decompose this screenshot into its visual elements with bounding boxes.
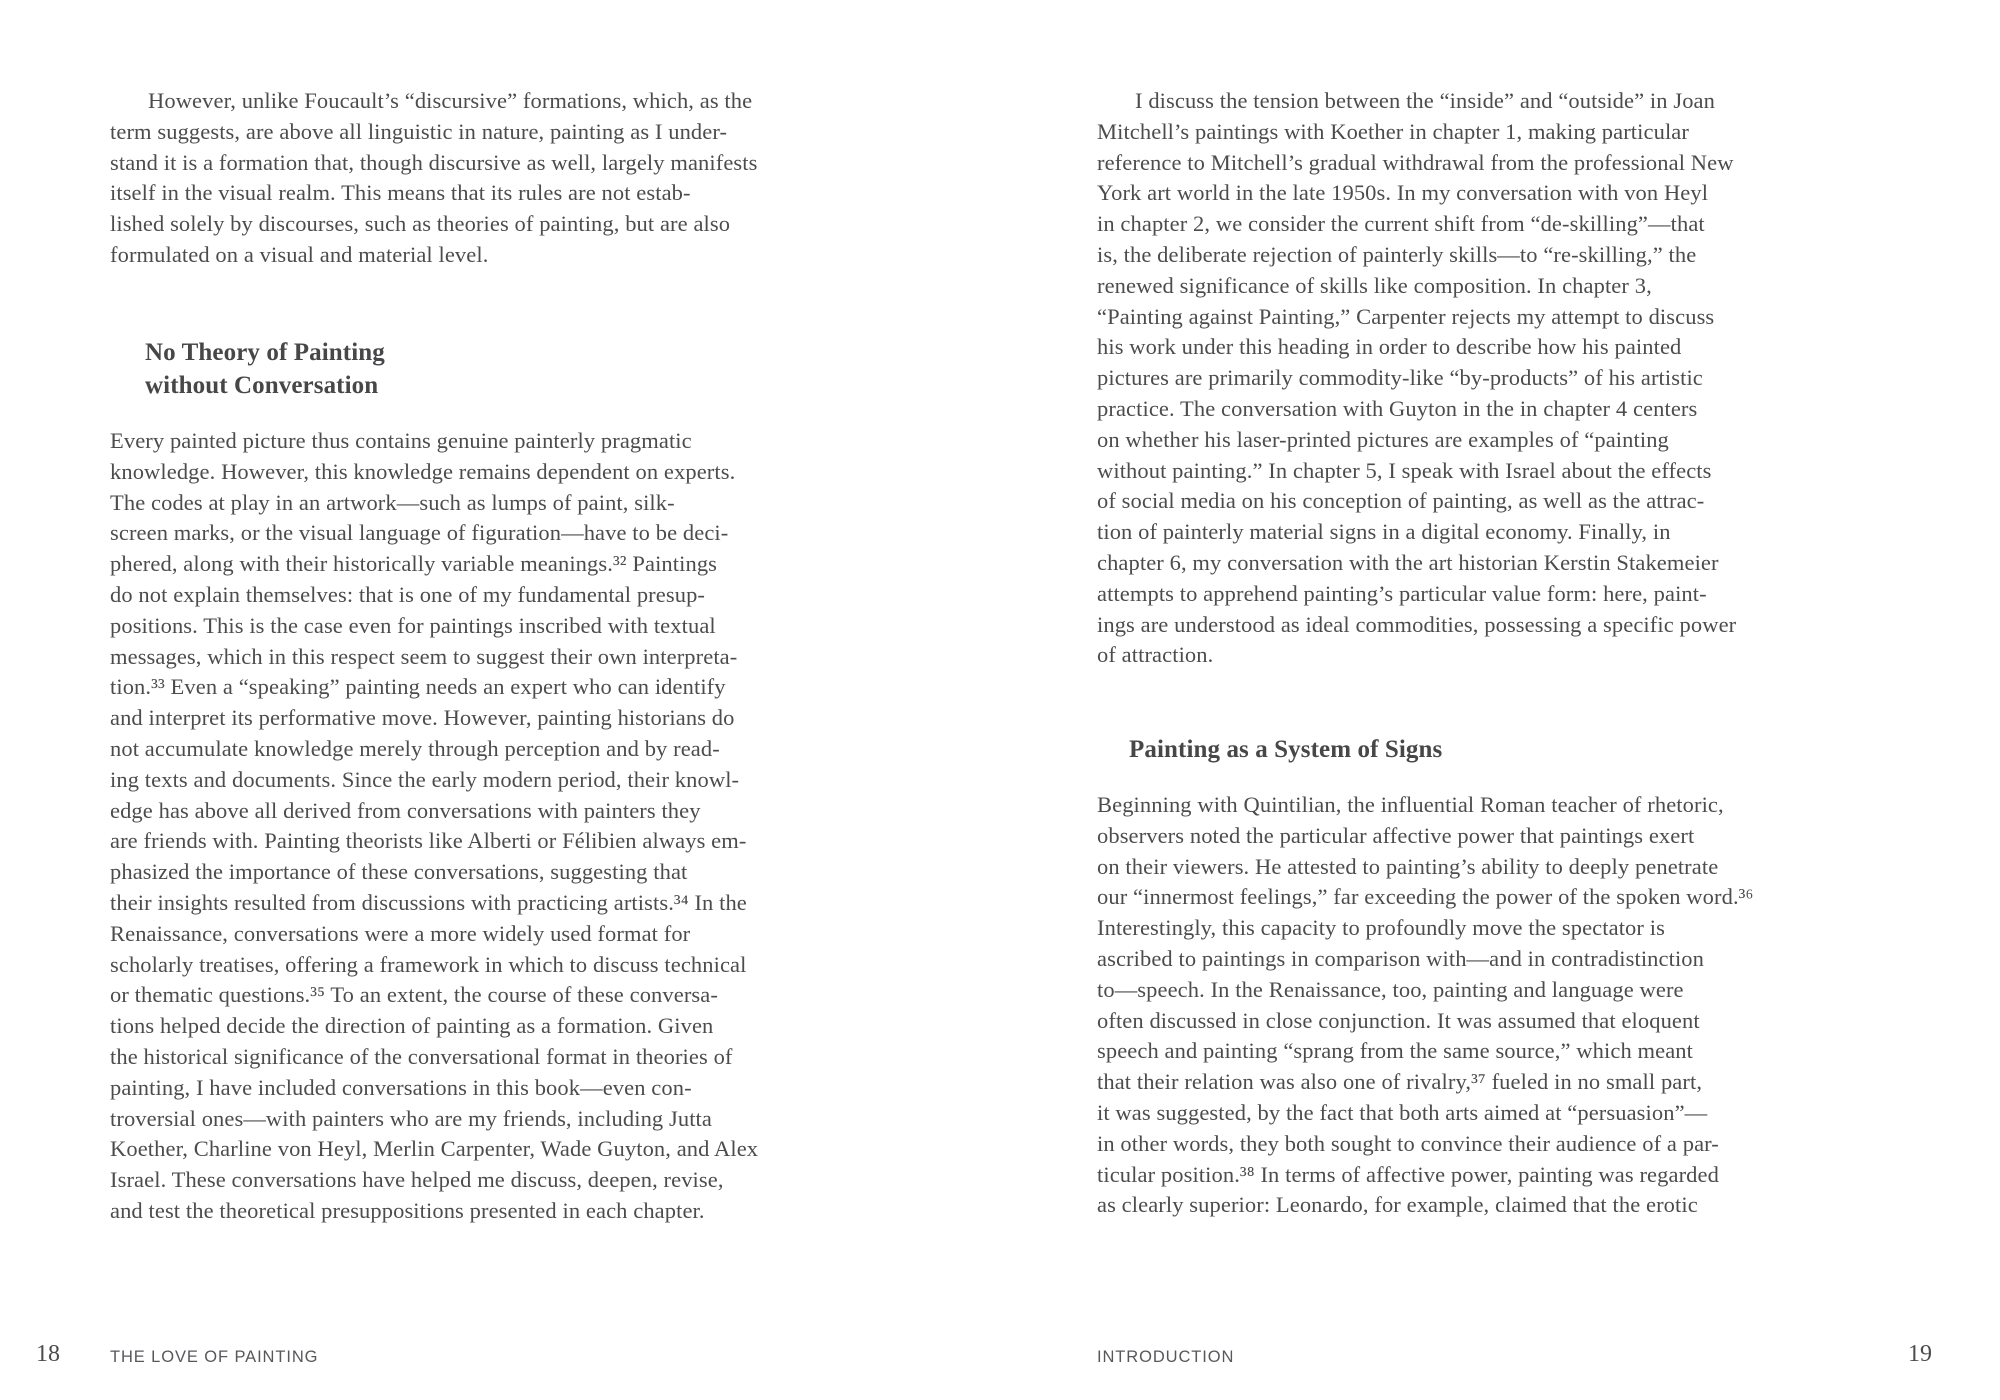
- text-line: screen marks, or the visual language of figuration—have to be deci-: [110, 520, 729, 546]
- text-line: as clearly superior: Leonardo, for example, claimed that the erotic: [1097, 1192, 1698, 1218]
- left-running-title: THE LOVE OF PAINTING: [110, 1348, 319, 1366]
- text-line: speech and painting “sprang from the same source,” which meant: [1097, 1038, 1693, 1064]
- text-line: formulated on a visual and material level.: [110, 241, 489, 267]
- text-line: ing texts and documents. Since the early modern period, their knowl-: [110, 766, 740, 792]
- text-line: Interestingly, this capacity to profoundly move the spectator is: [1097, 915, 1665, 941]
- text-line: scholarly treatises, offering a framework in which to discuss technical: [110, 951, 747, 977]
- text-line: their insights resulted from discussions with practicing artists.³⁴ In the: [110, 889, 747, 915]
- text-line: and test the theoretical presuppositions presented in each chapter.: [110, 1197, 705, 1223]
- text-line: on whether his laser-printed pictures are examples of “painting: [1097, 426, 1669, 452]
- text-line: pictures are primarily commodity-like “by-products” of his artistic: [1097, 365, 1703, 391]
- right-running-title: INTRODUCTION: [1097, 1348, 1235, 1366]
- text-line: chapter 6, my conversation with the art historian Kerstin Stakemeier: [1097, 549, 1719, 575]
- text-line: messages, which in this respect seem to suggest their own interpreta-: [110, 643, 738, 669]
- text-line: or thematic questions.³⁵ To an extent, the course of these conversa-: [110, 982, 718, 1008]
- text-line: edge has above all derived from conversations with painters they: [110, 797, 701, 823]
- text-line: are friends with. Painting theorists like Alberti or Félibien always em-: [110, 828, 747, 854]
- text-line: of attraction.: [1097, 642, 1214, 668]
- text-line: tions helped decide the direction of painting as a formation. Given: [110, 1013, 714, 1039]
- text-line: not accumulate knowledge merely through perception and by read-: [110, 735, 720, 761]
- text-line: Mitchell’s paintings with Koether in chapter 1, making particular: [1097, 118, 1689, 144]
- right-page-number: 19: [1908, 1341, 1932, 1367]
- text-line: to—speech. In the Renaissance, too, painting and language were: [1097, 976, 1684, 1002]
- text-line: ascribed to paintings in comparison with—and in contradistinction: [1097, 945, 1705, 971]
- left-page-number: 18: [36, 1341, 60, 1367]
- text-line: without painting.” In chapter 5, I speak with Israel about the effects: [1097, 457, 1712, 483]
- text-line: renewed significance of skills like composition. In chapter 3,: [1097, 272, 1652, 298]
- text-line: on their viewers. He attested to painting’s ability to deeply penetrate: [1097, 853, 1719, 879]
- right-page-paragraph-1: [1097, 86, 1897, 671]
- text-line: York art world in the late 1950s. In my conversation with von Heyl: [1097, 180, 1709, 206]
- text-line: phered, along with their historically variable meanings.³² Paintings: [110, 551, 718, 577]
- left-page-section-heading: [110, 336, 385, 402]
- text-line: attempts to apprehend painting’s particular value form: here, paint-: [1097, 580, 1707, 606]
- right-page-section-heading: [1097, 733, 1897, 766]
- text-line: “Painting against Painting,” Carpenter rejects my attempt to discuss: [1097, 303, 1715, 329]
- left-page-paragraph-1: [110, 86, 910, 271]
- text-line: reference to Mitchell’s gradual withdrawal from the professional New: [1097, 149, 1734, 175]
- text-line: observers noted the particular affective power that paintings exert: [1097, 822, 1695, 848]
- text-line: No Theory of Painting: [145, 339, 385, 366]
- text-line: troversial ones—with painters who are my friends, including Jutta: [110, 1105, 712, 1131]
- text-line: Beginning with Quintilian, the influential Roman teacher of rhetoric,: [1097, 792, 1724, 817]
- text-line: itself in the visual realm. This means that its rules are not estab-: [110, 180, 691, 206]
- text-line: the historical significance of the conversational format in theories of: [110, 1043, 733, 1069]
- text-line: positions. This is the case even for paintings inscribed with textual: [110, 612, 716, 638]
- text-line: Painting as a System of Signs: [1129, 736, 1443, 763]
- text-line: The codes at play in an artwork—such as lumps of paint, silk-: [110, 489, 675, 515]
- text-line: ticular position.³⁸ In terms of affective power, painting was regarded: [1097, 1161, 1719, 1187]
- text-line: often discussed in close conjunction. It was assumed that eloquent: [1097, 1007, 1700, 1033]
- text-line: knowledge. However, this knowledge remains dependent on experts.: [110, 458, 736, 484]
- right-page-paragraph-2: [1097, 790, 1897, 1221]
- text-line: stand it is a formation that, though discursive as well, largely manifests: [110, 149, 758, 175]
- left-page-paragraph-2: [110, 426, 910, 1227]
- text-line: However, unlike Foucault’s “discursive” formations, which, as the: [148, 88, 753, 113]
- text-line: that their relation was also one of rivalry,³⁷ fueled in no small part,: [1097, 1069, 1703, 1095]
- text-line: phasized the importance of these conversations, suggesting that: [110, 859, 688, 885]
- text-line: without Conversation: [145, 372, 379, 399]
- text-line: Renaissance, conversations were a more widely used format for: [110, 920, 691, 946]
- text-line: tion of painterly material signs in a digital economy. Finally, in: [1097, 519, 1671, 545]
- text-line: in chapter 2, we consider the current shift from “de-skilling”—that: [1097, 211, 1705, 237]
- text-line: Israel. These conversations have helped me discuss, deepen, revise,: [110, 1167, 724, 1193]
- text-line: Every painted picture thus contains genuine painterly pragmatic: [110, 428, 692, 453]
- text-line: Koether, Charline von Heyl, Merlin Carpenter, Wade Guyton, and Alex: [110, 1136, 759, 1162]
- text-line: of social media on his conception of painting, as well as the attrac-: [1097, 488, 1705, 514]
- text-line: it was suggested, by the fact that both arts aimed at “persuasion”—: [1097, 1099, 1708, 1125]
- text-line: in other words, they both sought to convince their audience of a par-: [1097, 1130, 1719, 1156]
- text-line: our “innermost feelings,” far exceeding the power of the spoken word.³⁶: [1097, 884, 1754, 910]
- text-line: and interpret its performative move. However, painting historians do: [110, 705, 735, 731]
- text-line: painting, I have included conversations in this book—even con-: [110, 1074, 692, 1100]
- text-line: is, the deliberate rejection of painterly skills—to “re-skilling,” the: [1097, 241, 1697, 267]
- text-line: term suggests, are above all linguistic in nature, painting as I under-: [110, 118, 728, 144]
- text-line: his work under this heading in order to describe how his painted: [1097, 334, 1682, 360]
- text-line: tion.³³ Even a “speaking” painting needs an expert who can identify: [110, 674, 726, 700]
- text-line: ings are understood as ideal commodities, possessing a specific power: [1097, 611, 1737, 637]
- text-line: I discuss the tension between the “inside” and “outside” in Joan: [1135, 88, 1715, 113]
- text-line: practice. The conversation with Guyton in the in chapter 4 centers: [1097, 395, 1698, 421]
- text-line: do not explain themselves: that is one of my fundamental presup-: [110, 581, 706, 607]
- text-line: lished solely by discourses, such as theories of painting, but are also: [110, 211, 731, 237]
